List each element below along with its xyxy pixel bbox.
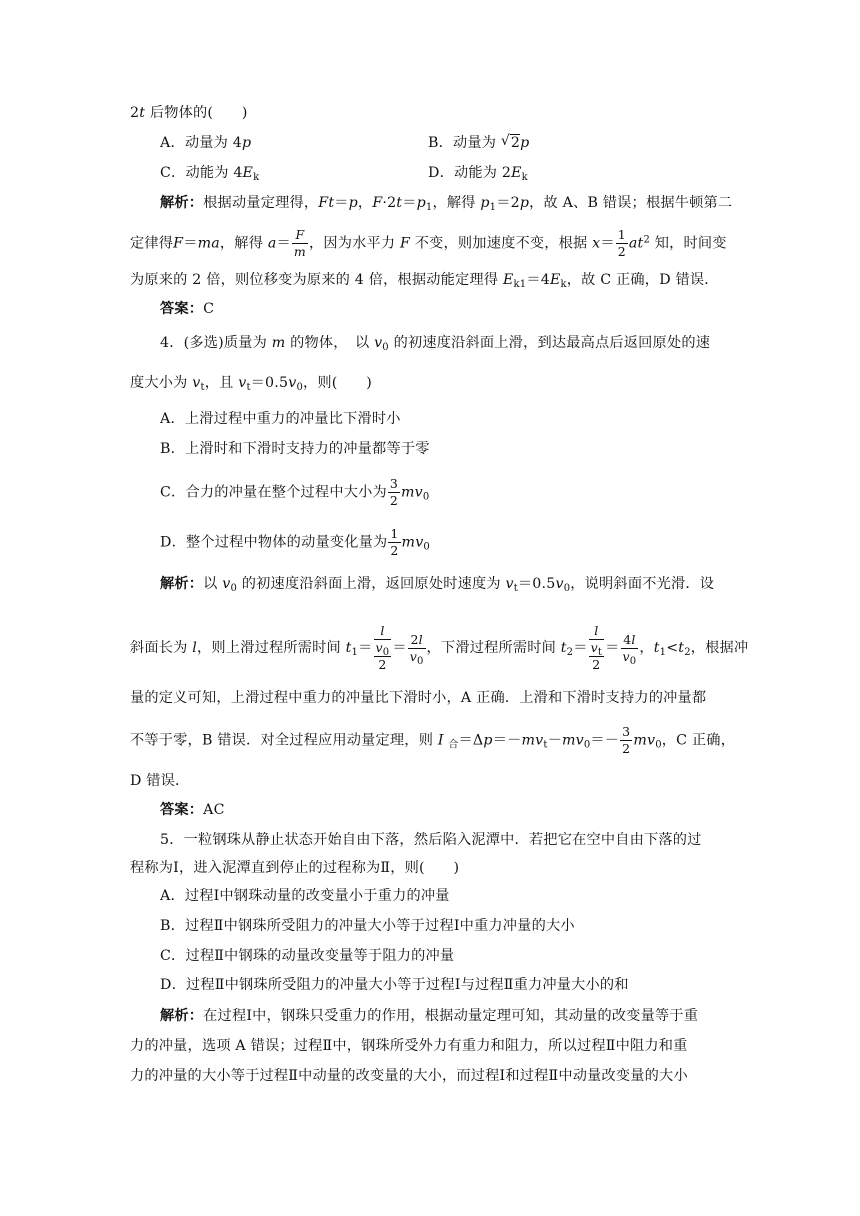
q4-option-a: A．上滑过程中重力的冲量比下滑时小 bbox=[160, 411, 401, 427]
q3-option-d: D．动能为 $2E_k$ bbox=[428, 165, 528, 183]
q4-stem-line-1: 4．(多选)质量为 m 的物体， 以 $v_0$ 的初速度沿斜面上滑，到达最高点后返回原处的速 bbox=[160, 335, 711, 353]
q3-analysis-line-2: 定律得F＝ma，解得 a＝ $\frac{F}{m}$ ，因为水平力 F 不变，则加速度不变，根据 x＝ $\frac{1}{2}$ $at^2$ 知，时间变 bbox=[130, 227, 727, 259]
q4-option-b: B．上滑时和下滑时支持力的冲量都等于零 bbox=[160, 441, 430, 457]
q4-analysis-line-1: 解析：以 $v_0$ 的初速度沿斜面上滑，返回原处时速度为 $v_t=0.5v_0$，说明斜面不光滑．设 bbox=[160, 576, 715, 594]
q4-analysis-line-3: 量的定义可知，上滑过程中重力的冲量比下滑时小，A 正确．上滑和下滑时支持力的冲量都 bbox=[130, 690, 707, 706]
q3-analysis-line-3: 为原来的 2 倍，则位移变为原来的 4 倍，根据动能定理得 $E_{k1}=4E_k$，故 C 正确，D 错误． bbox=[130, 272, 719, 290]
q4-analysis-line-2: 斜面长为 l，则上滑过程所需时间 $t_1=$ $\frac{l}{\frac{v_0}{2}}$ ＝ $\frac{2l}{v_0}$ ，下滑过程所需时间 $t_2=$ $\frac{l}{\frac{v_t}{2}}$ ＝ $\frac{4l}{v_0}$ ，$t_1<t_2$，根据冲 bbox=[130, 623, 749, 672]
q3-option-a: A．动量为 4p bbox=[160, 135, 252, 151]
q5-option-c: C．过程Ⅱ中钢珠的动量改变量等于阻力的冲量 bbox=[160, 948, 455, 964]
q3-answer: 答案：C bbox=[160, 301, 215, 317]
q4-option-c: C．合力的冲量在整个过程中大小为 $\frac{3}{2}$ $mv_0$ bbox=[160, 476, 430, 508]
q4-answer: 答案：AC bbox=[160, 802, 225, 818]
q5-option-d: D．过程Ⅱ中钢珠所受阻力的冲量大小等于过程Ⅰ与过程Ⅱ重力冲量大小的和 bbox=[160, 977, 629, 993]
q4-option-d: D．整个过程中物体的动量变化量为 $\frac{1}{2}$ $mv_0$ bbox=[160, 526, 430, 558]
q5-stem-line-2: 程称为Ⅰ，进入泥潭直到停止的过程称为Ⅱ，则( ) bbox=[130, 860, 460, 876]
q5-analysis-line-3: 力的冲量的大小等于过程Ⅱ中动量的改变量的大小，而过程Ⅰ和过程Ⅱ中动量改变量的大小 bbox=[130, 1068, 688, 1084]
q5-option-b: B．过程Ⅱ中钢珠所受阻力的冲量大小等于过程Ⅰ中重力冲量的大小 bbox=[160, 918, 575, 934]
q3-option-b: B．动量为 √ 2p bbox=[428, 133, 529, 153]
q3-option-c: C．动能为 $4E_k$ bbox=[160, 165, 260, 183]
q4-stem-line-2: 度大小为 $v_t$，且 $v_t=0.5v_0$，则( ) bbox=[130, 375, 373, 393]
q3-analysis-line-1: 解析：根据动量定理得，Ft＝p，$F\cdot 2t=p_1$，解得 $p_1=2p$，故 A、B 错误；根据牛顿第二 bbox=[160, 195, 733, 213]
q5-analysis-line-2: 力的冲量，选项 A 错误；过程Ⅱ中，钢珠所受外力有重力和阻力，所以过程Ⅱ中阻力和重 bbox=[130, 1038, 688, 1054]
q5-option-a: A．过程Ⅰ中钢珠动量的改变量小于重力的冲量 bbox=[160, 888, 450, 904]
q4-analysis-line-5: D 错误． bbox=[130, 773, 190, 789]
q5-analysis-line-1: 解析：在过程Ⅰ中，钢珠只受重力的作用，根据动量定理可知，其动量的改变量等于重 bbox=[160, 1008, 699, 1024]
q4-analysis-line-4: 不等于零，B 错误．对全过程应用动量定理，则 I $_合=\Delta p=-mv_t-mv_0=-$ $\frac{3}{2}$ $mv_0$，C 正确， bbox=[130, 724, 736, 756]
q3-stem-tail: 2t 后物体的( ) bbox=[130, 105, 248, 121]
q5-stem-line-1: 5．一粒钢珠从静止状态开始自由下落，然后陷入泥潭中．若把它在空中自由下落的过 bbox=[160, 832, 702, 848]
